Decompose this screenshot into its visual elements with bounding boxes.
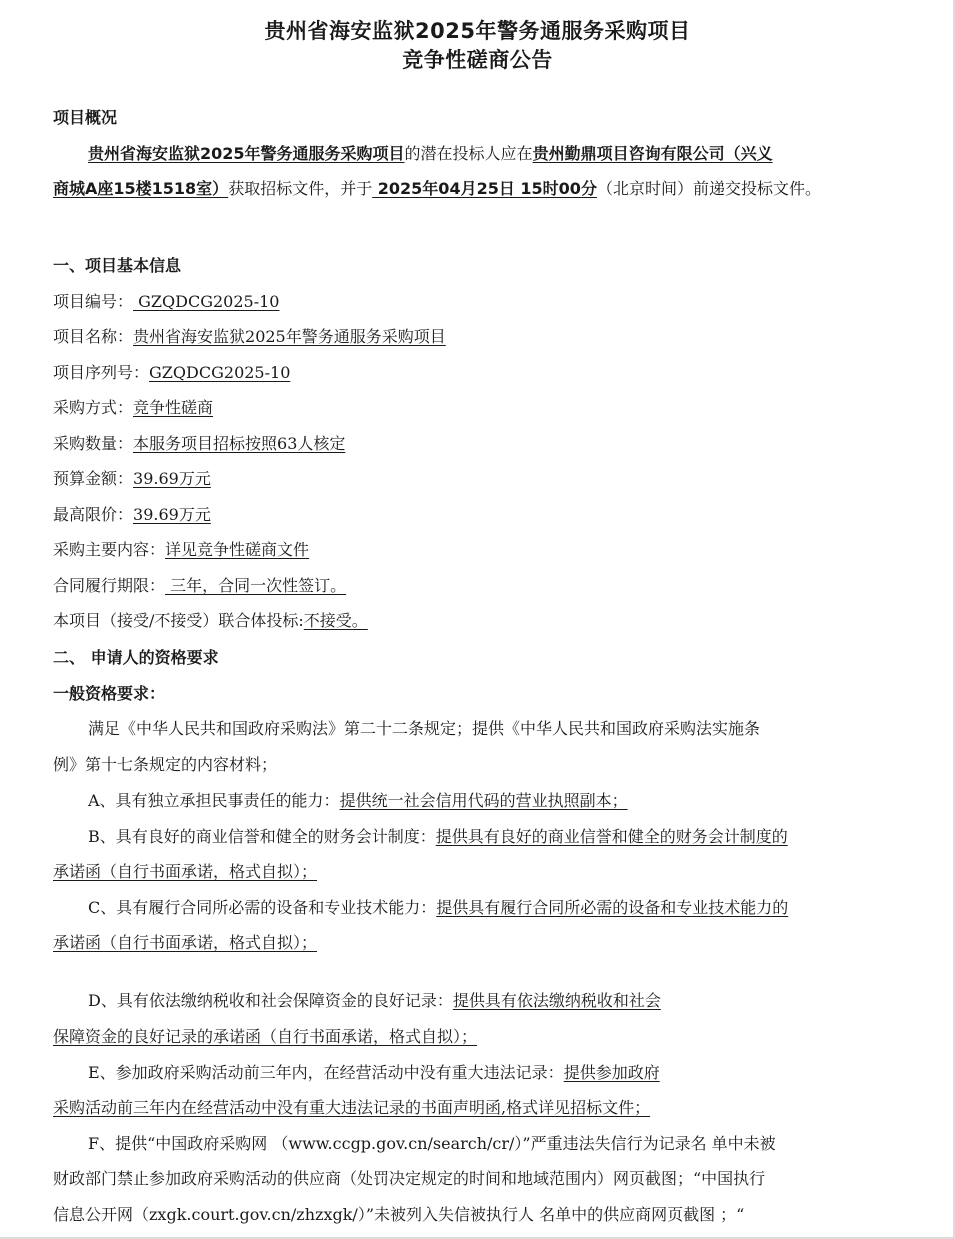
requirement-value: 提供具有良好的商业信誉和健全的财务会计制度的 bbox=[435, 827, 788, 846]
section2-heading: 二、 申请人的资格要求 bbox=[53, 648, 219, 667]
info-label: 合同履行期限： bbox=[53, 576, 166, 595]
page-subtitle: 竞争性磋商公告 bbox=[402, 48, 553, 72]
info-value: 贵州省海安监狱2025年警务通服务采购项目 bbox=[133, 327, 446, 346]
info-label: 预算金额： bbox=[53, 469, 134, 488]
requirement-e bbox=[88, 1062, 660, 1084]
page-title: 贵州省海安监狱2025年警务通服务采购项目 bbox=[264, 19, 691, 43]
info-row bbox=[53, 291, 279, 313]
requirement-f-line1: F、提供“中国政府采购网 （www.ccgp.gov.cn/search/cr/）”严重违法失信行为记录名 单中未被 bbox=[88, 1134, 776, 1153]
info-value: GZQDCG2025-10 bbox=[133, 292, 280, 311]
requirement-d-cont bbox=[53, 1026, 477, 1048]
overview-text: 的潜在投标人应在 bbox=[404, 144, 533, 163]
requirement-a bbox=[88, 790, 628, 812]
requirement-f-line2: 财政部门禁止参加政府采购活动的供应商（处罚决定规定的时间和地域范围内）网页截图；“中国执行 bbox=[53, 1169, 766, 1188]
info-label: 采购数量： bbox=[53, 434, 134, 453]
info-row bbox=[53, 610, 368, 632]
info-label: 项目名称： bbox=[53, 327, 134, 346]
overview-text: （北京时间）前递交投标文件。 bbox=[596, 179, 821, 198]
qualification-intro-line1: 满足《中华人民共和国政府采购法》第二十二条规定；提供《中华人民共和国政府采购法实施条 bbox=[88, 719, 761, 738]
requirement-e-cont bbox=[53, 1097, 650, 1119]
agent-name: 贵州勤鼎项目咨询有限公司（兴义 bbox=[532, 144, 773, 163]
requirement-d bbox=[88, 990, 661, 1012]
requirement-value: 提供具有依法缴纳税收和社会 bbox=[452, 991, 661, 1010]
info-value: GZQDCG2025-10 bbox=[149, 363, 291, 382]
info-value: 不接受。 bbox=[303, 611, 368, 630]
info-row bbox=[53, 362, 290, 384]
info-row bbox=[53, 504, 211, 526]
requirement-label: E、参加政府采购活动前三年内，在经营活动中没有重大违法记录： bbox=[88, 1063, 564, 1082]
info-value: 竞争性磋商 bbox=[133, 398, 214, 417]
info-value: 39.69万元 bbox=[133, 505, 211, 524]
info-row bbox=[53, 326, 446, 348]
info-row bbox=[53, 468, 211, 490]
requirement-label: B、具有良好的商业信誉和健全的财务会计制度： bbox=[88, 827, 436, 846]
requirement-b bbox=[88, 826, 788, 848]
requirement-f-line3: 信息公开网（zxgk.court.gov.cn/zhzxgk/）”未被列入失信被执行人 名单中的供应商网页截图 ；“ bbox=[53, 1205, 745, 1224]
overview-paragraph-line2 bbox=[53, 178, 821, 200]
info-label: 项目编号： bbox=[53, 292, 134, 311]
info-value: 详见竞争性磋商文件 bbox=[165, 540, 310, 559]
requirement-c bbox=[88, 897, 788, 919]
requirement-c-cont bbox=[53, 932, 317, 954]
deadline-time: 2025年04月25日 15时00分 bbox=[372, 179, 597, 198]
requirement-value: 采购活动前三年内在经营活动中没有重大违法记录的书面声明函,格式详见招标文件； bbox=[53, 1098, 651, 1117]
requirement-value: 提供参加政府 bbox=[563, 1063, 660, 1082]
overview-paragraph-line1 bbox=[88, 143, 773, 165]
requirement-label: C、具有履行合同所必需的设备和专业技术能力： bbox=[88, 898, 437, 917]
requirement-value: 承诺函（自行书面承诺，格式自拟）； bbox=[53, 862, 318, 881]
overview-text: 获取招标文件，并于 bbox=[228, 179, 373, 198]
requirement-value: 承诺函（自行书面承诺，格式自拟）； bbox=[53, 933, 318, 952]
requirement-label: D、具有依法缴纳税收和社会保障资金的良好记录： bbox=[88, 991, 453, 1010]
info-row bbox=[53, 433, 345, 455]
info-row bbox=[53, 575, 346, 597]
requirement-b-cont bbox=[53, 861, 317, 883]
qualification-intro-line2: 例》第十七条规定的内容材料； bbox=[53, 755, 278, 774]
requirement-value: 提供具有履行合同所必需的设备和专业技术能力的 bbox=[436, 898, 789, 917]
info-row bbox=[53, 397, 213, 419]
section1-heading: 一、项目基本信息 bbox=[53, 256, 182, 275]
info-value: 本服务项目招标按照63人核定 bbox=[133, 434, 346, 453]
requirement-value: 保障资金的良好记录的承诺函（自行书面承诺，格式自拟）； bbox=[53, 1027, 478, 1046]
project-name-ref: 贵州省海安监狱2025年警务通服务采购项目 bbox=[88, 144, 405, 163]
info-label: 采购方式： bbox=[53, 398, 134, 417]
info-label: 项目序列号： bbox=[53, 363, 150, 382]
info-value: 三年，合同一次性签订。 bbox=[165, 576, 347, 595]
requirement-value: 提供统一社会信用代码的营业执照副本； bbox=[339, 791, 628, 810]
info-label: 最高限价： bbox=[53, 505, 134, 524]
info-value: 39.69万元 bbox=[133, 469, 211, 488]
section2-subheading: 一般资格要求： bbox=[53, 684, 166, 703]
info-label: 采购主要内容： bbox=[53, 540, 166, 559]
overview-heading: 项目概况 bbox=[53, 108, 118, 127]
agent-address: 商城A座15楼1518室） bbox=[53, 179, 229, 198]
info-row bbox=[53, 539, 309, 561]
requirement-label: A、具有独立承担民事责任的能力： bbox=[88, 791, 340, 810]
info-label: 本项目（接受/不接受）联合体投标: bbox=[53, 611, 304, 630]
